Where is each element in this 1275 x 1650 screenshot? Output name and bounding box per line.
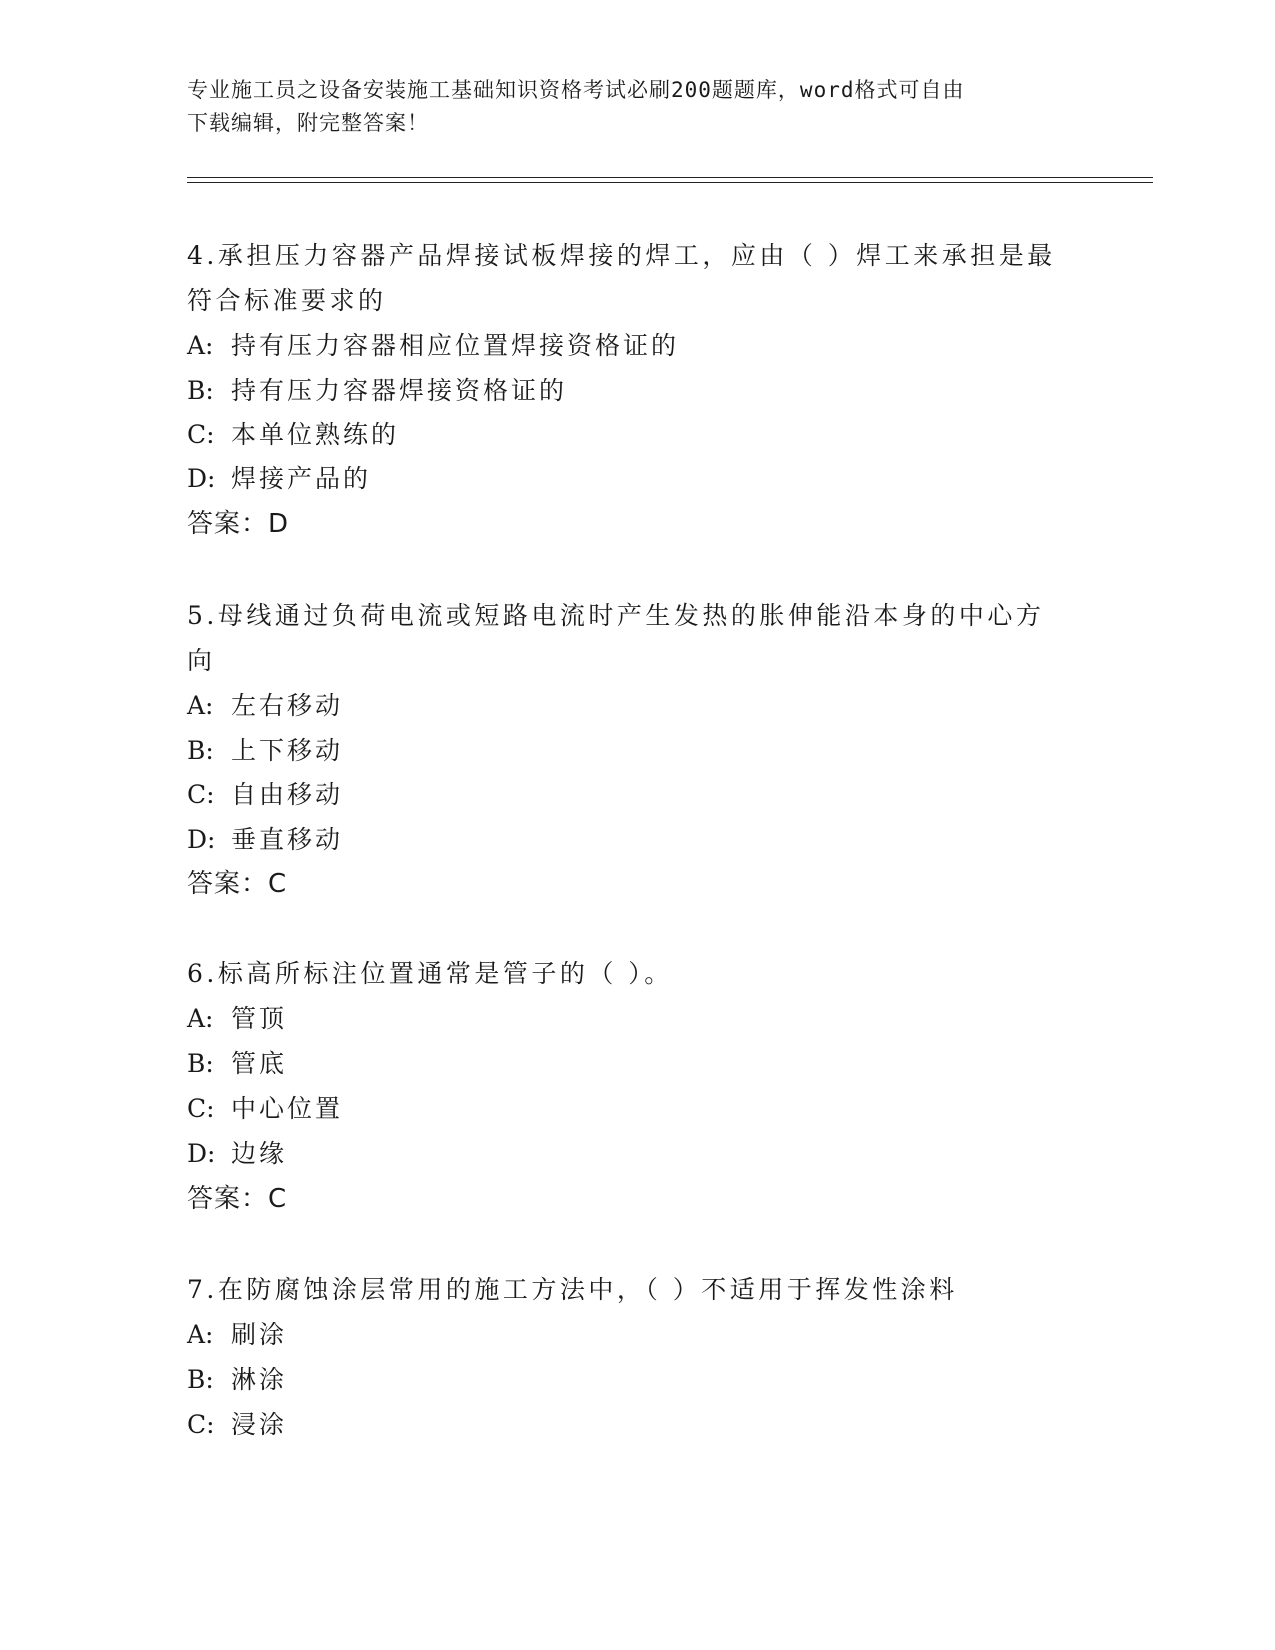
question-4-option-a	[187, 328, 679, 364]
option-key: C:	[187, 420, 215, 449]
question-5-text-line-2: 向	[187, 646, 216, 675]
option-key: A:	[187, 1320, 214, 1349]
header-text-line-2: 下载编辑，附完整答案！	[187, 111, 429, 135]
question-5-text-line-1: 5.母线通过负荷电流或短路电流时产生发热的胀伸能沿本身的中心方	[187, 601, 1045, 630]
option-key: B:	[187, 1365, 214, 1394]
question-5-option-a	[187, 688, 343, 724]
question-6-option-b	[187, 1046, 287, 1082]
question-6-option-c	[187, 1091, 343, 1127]
option-text: 左右移动	[231, 691, 344, 720]
option-key: C:	[187, 780, 215, 809]
option-key: B:	[187, 736, 214, 765]
option-text: 管底	[231, 1049, 288, 1078]
option-key: B:	[187, 1049, 214, 1078]
option-text: 持有压力容器相应位置焊接资格证的	[231, 331, 680, 360]
option-key: B:	[187, 376, 214, 405]
question-5-option-d	[187, 822, 343, 858]
question-4-option-b	[187, 373, 567, 409]
option-text: 焊接产品的	[231, 464, 372, 493]
question-7-option-c	[187, 1407, 287, 1443]
header-text-line-1: 专业施工员之设备安装施工基础知识资格考试必刷200题题库，word格式可自由	[187, 78, 965, 102]
option-text: 边缘	[231, 1139, 288, 1168]
question-4-text-line-1: 4.承担压力容器产品焊接试板焊接的焊工，应由（ ）焊工来承担是最	[187, 241, 1056, 270]
option-text: 垂直移动	[231, 825, 344, 854]
header-rule-bottom	[187, 182, 1153, 183]
question-6-option-d	[187, 1136, 287, 1172]
question-4-option-c	[187, 417, 399, 453]
question-4-text-line-2: 符合标准要求的	[187, 286, 387, 315]
option-key: D:	[187, 464, 216, 493]
question-6-text-line-1: 6.标高所标注位置通常是管子的（ ）。	[187, 959, 673, 988]
option-text: 持有压力容器焊接资格证的	[231, 376, 568, 405]
option-key: A:	[187, 1004, 214, 1033]
header-rule-top	[187, 177, 1153, 178]
question-5-option-c	[187, 777, 343, 813]
option-text: 自由移动	[231, 780, 344, 809]
option-key: D:	[187, 825, 216, 854]
option-key: A:	[187, 691, 214, 720]
option-key: D:	[187, 1139, 216, 1168]
question-5-option-b	[187, 733, 343, 769]
question-7-option-b	[187, 1362, 287, 1398]
option-text: 刷涂	[231, 1320, 288, 1349]
option-text: 本单位熟练的	[231, 420, 400, 449]
question-7-text-line-1: 7.在防腐蚀涂层常用的施工方法中，（ ）不适用于挥发性涂料	[187, 1275, 958, 1304]
question-4-option-d	[187, 461, 371, 497]
option-key: C:	[187, 1094, 215, 1123]
question-6-option-a	[187, 1001, 287, 1037]
option-key: C:	[187, 1410, 215, 1439]
question-4-answer: 答案：D	[187, 509, 290, 539]
option-key: A:	[187, 331, 214, 360]
question-7-option-a	[187, 1317, 287, 1353]
option-text: 淋涂	[231, 1365, 288, 1394]
option-text: 中心位置	[231, 1094, 344, 1123]
question-5-answer: 答案：C	[187, 869, 288, 899]
option-text: 上下移动	[231, 736, 344, 765]
option-text: 浸涂	[231, 1410, 288, 1439]
option-text: 管顶	[231, 1004, 288, 1033]
question-6-answer: 答案：C	[187, 1184, 288, 1214]
